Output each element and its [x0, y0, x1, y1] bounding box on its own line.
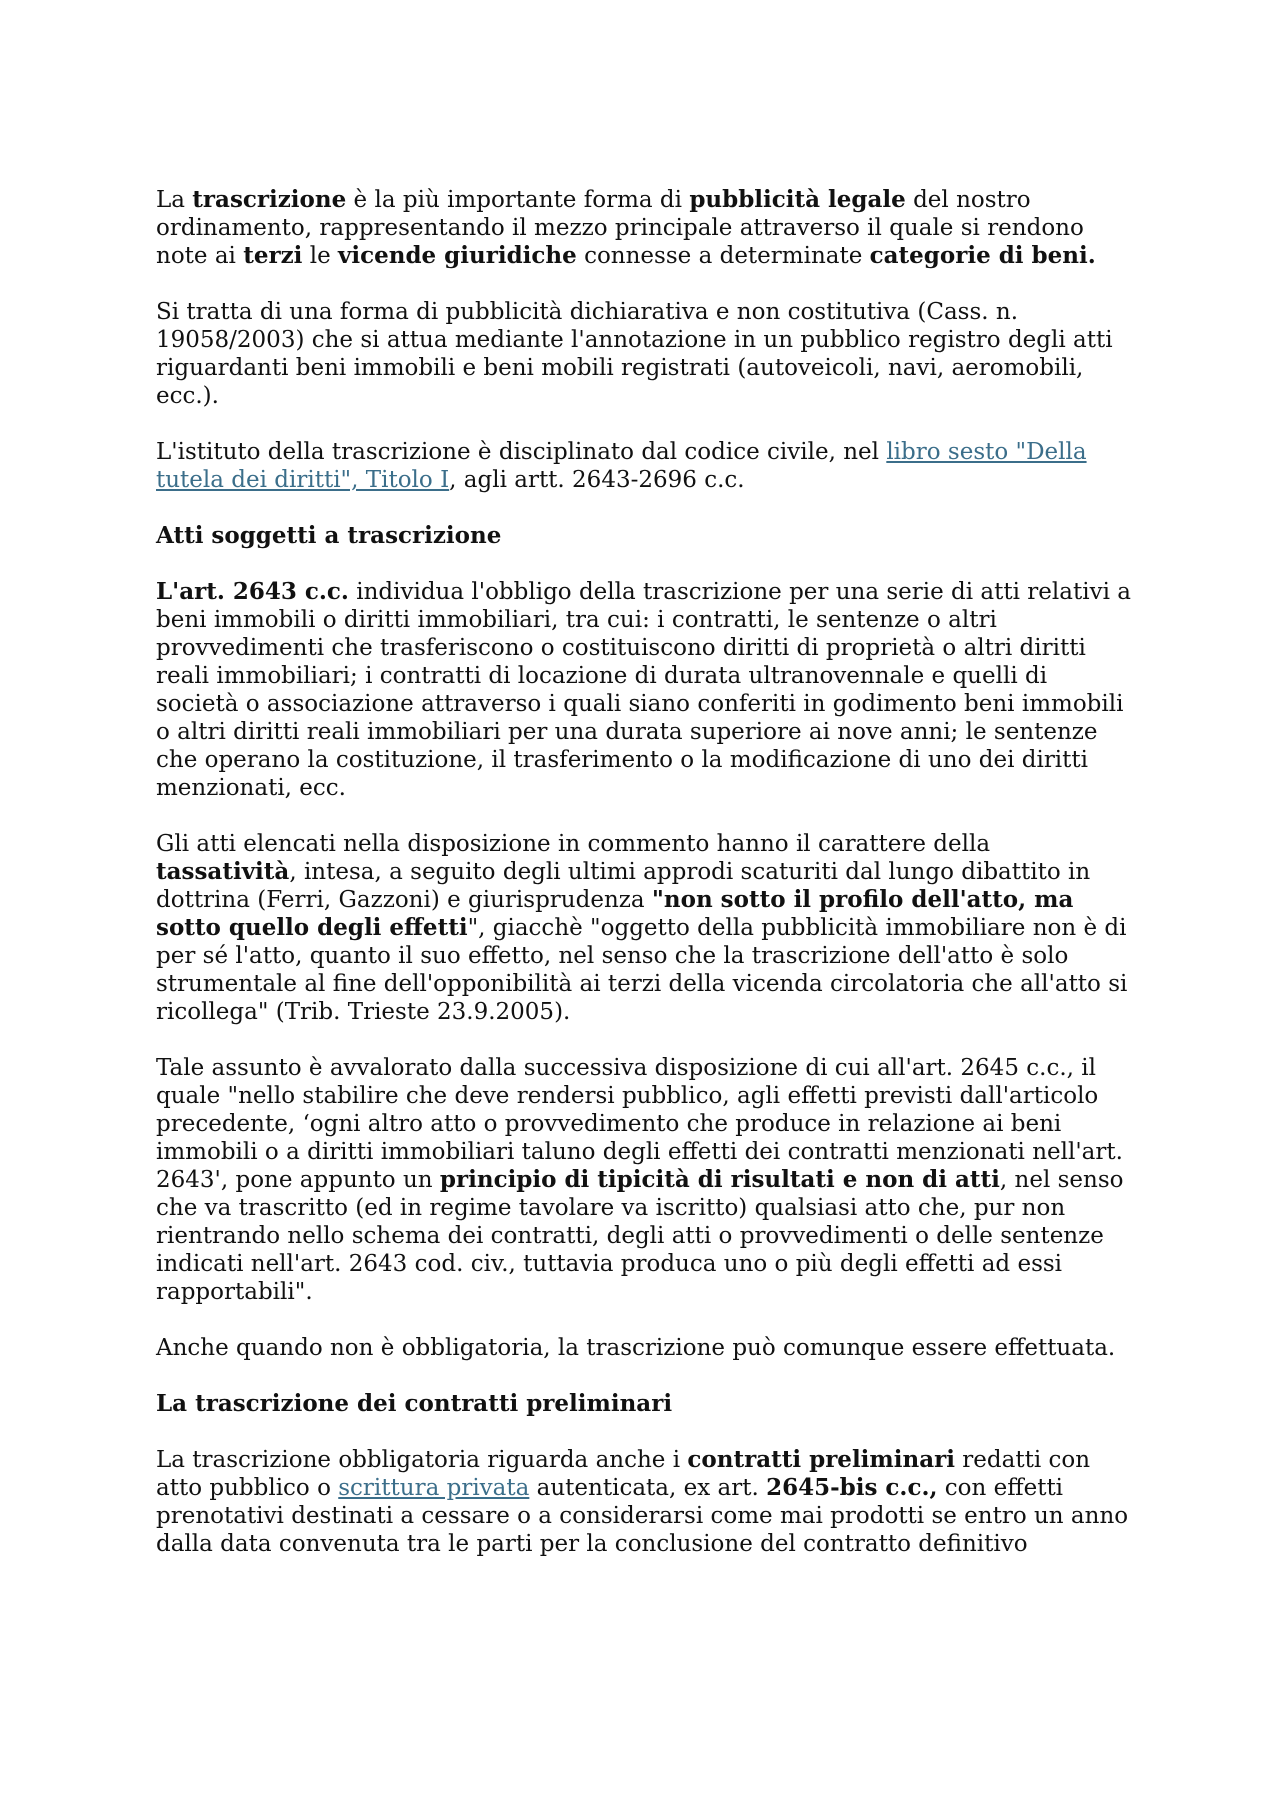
paragraph-pubblicita-dichiarativa: Si tratta di una forma di pubblicità dichiarativa e non costitutiva (Cass. n. 19058/2003) che si attua mediante l'annotazione in un pubblico registro degli atti riguardanti beni immobili e beni mobili registrati (autoveicoli, navi, aeromobili, ecc.). [156, 299, 1113, 409]
bold-vicende-giuridiche: vicende giuridiche [338, 242, 577, 269]
heading-atti-soggetti: Atti soggetti a trascrizione [156, 522, 502, 549]
paragraph-art-2643: L'art. 2643 c.c. individua l'obbligo della trascrizione per una serie di atti relativi a beni immobili o diritti immobiliari, tra cui: i contratti, le sentenze o altri provvedimenti che trasferiscono o costituiscono diritti di proprietà o altri diritti reali immobiliari; i contratti di locazione di durata ultranovennale e quelli di società o associazione attraverso i quali siano conferiti in godimento beni immobili o altri diritti reali immobiliari per una durata superiore ai nove anni; le sentenze che operano la costituzione, il trasferimento o la modificazione di uno dei diritti menzionati, ecc. [156, 578, 1131, 801]
bold-contratti-preliminari: contratti preliminari [687, 1446, 955, 1473]
paragraph-tassativita: Gli atti elencati nella disposizione in commento hanno il carattere della tassatività, intesa, a seguito degli ultimi approdi scaturiti dal lungo dibattito in dottrina (Ferri, Gazzoni) e giurisprudenza "non sotto il profilo dell'atto, ma sotto quello degli effetti", giacchè "oggetto della pubblicità immobiliare non è di per sé l'atto, quanto il suo effetto, nel senso che la trascrizione dell'atto è solo strumentale al fine dell'opponibilità ai terzi della vicenda circolatoria che all'atto si ricollega" (Trib. Trieste 23.9.2005). [156, 831, 1128, 1025]
bold-terzi: terzi [243, 242, 303, 269]
bold-categorie-di-beni: categorie di beni. [869, 242, 1096, 269]
link-scrittura-privata[interactable]: scrittura privata [338, 1475, 530, 1501]
bold-trascrizione: trascrizione [192, 186, 347, 213]
paragraph-art-2645: Tale assunto è avvalorato dalla successiva disposizione di cui all'art. 2645 c.c., il quale "nello stabilire che deve rendersi pubblico, agli effetti previsti dall'articolo precedente, ‘ogni altro atto o provvedimento che produce in relazione ai beni immobili o a diritti immobiliari taluno degli effetti dei contratti menzionati nell'art. 2643', pone appunto un principio di tipicità di risultati e non di atti, nel senso che va trascritto (ed in regime tavolare va iscritto) qualsiasi atto che, pur non rientrando nello schema dei contratti, degli atti o provvedimenti o delle sentenze indicati nell'art. 2643 cod. civ., tuttavia produca uno o più degli effetti ad essi rapportabili". [156, 1055, 1124, 1305]
paragraph-intro: La trascrizione è la più importante forma di pubblicità legale del nostro ordinamento, rappresentando il mezzo principale attraverso il quale si rendono note ai terzi le vicende giuridiche connesse a determinate categorie di beni. [156, 186, 1096, 269]
bold-tassativita: tassatività [156, 858, 290, 885]
document-page [156, 186, 1136, 1586]
bold-art-2643: L'art. 2643 c.c. [156, 578, 349, 605]
bold-2645-bis: 2645-bis c.c., [766, 1474, 938, 1501]
link-libro-sesto[interactable]: libro sesto "Della tutela dei diritti", Titolo I [156, 439, 1087, 493]
paragraph-istituto: L'istituto della trascrizione è disciplinato dal codice civile, nel libro sesto "Della tutela dei diritti", Titolo I, agli artt. 2643-2696 c.c. [156, 439, 1087, 493]
bold-principio-tipicita: principio di tipicità di risultati e non di atti [439, 1166, 1000, 1193]
bold-pubblicita-legale: pubblicità legale [689, 186, 906, 213]
bold-non-sotto-il-profilo: "non sotto il profilo dell'atto, ma sotto quello degli effetti [156, 886, 1074, 941]
heading-contratti-preliminari: La trascrizione dei contratti preliminari [156, 1390, 673, 1417]
paragraph-non-obbligatoria: Anche quando non è obbligatoria, la trascrizione può comunque essere effettuata. [156, 1335, 1116, 1361]
paragraph-preliminari: La trascrizione obbligatoria riguarda anche i contratti preliminari redatti con atto pubblico o scrittura privata autenticata, ex art. 2645-bis c.c., con effetti prenotativi destinati a cessare o a considerarsi come mai prodotti se entro un anno dalla data convenuta tra le parti per la conclusione del contratto definitivo [156, 1446, 1129, 1557]
